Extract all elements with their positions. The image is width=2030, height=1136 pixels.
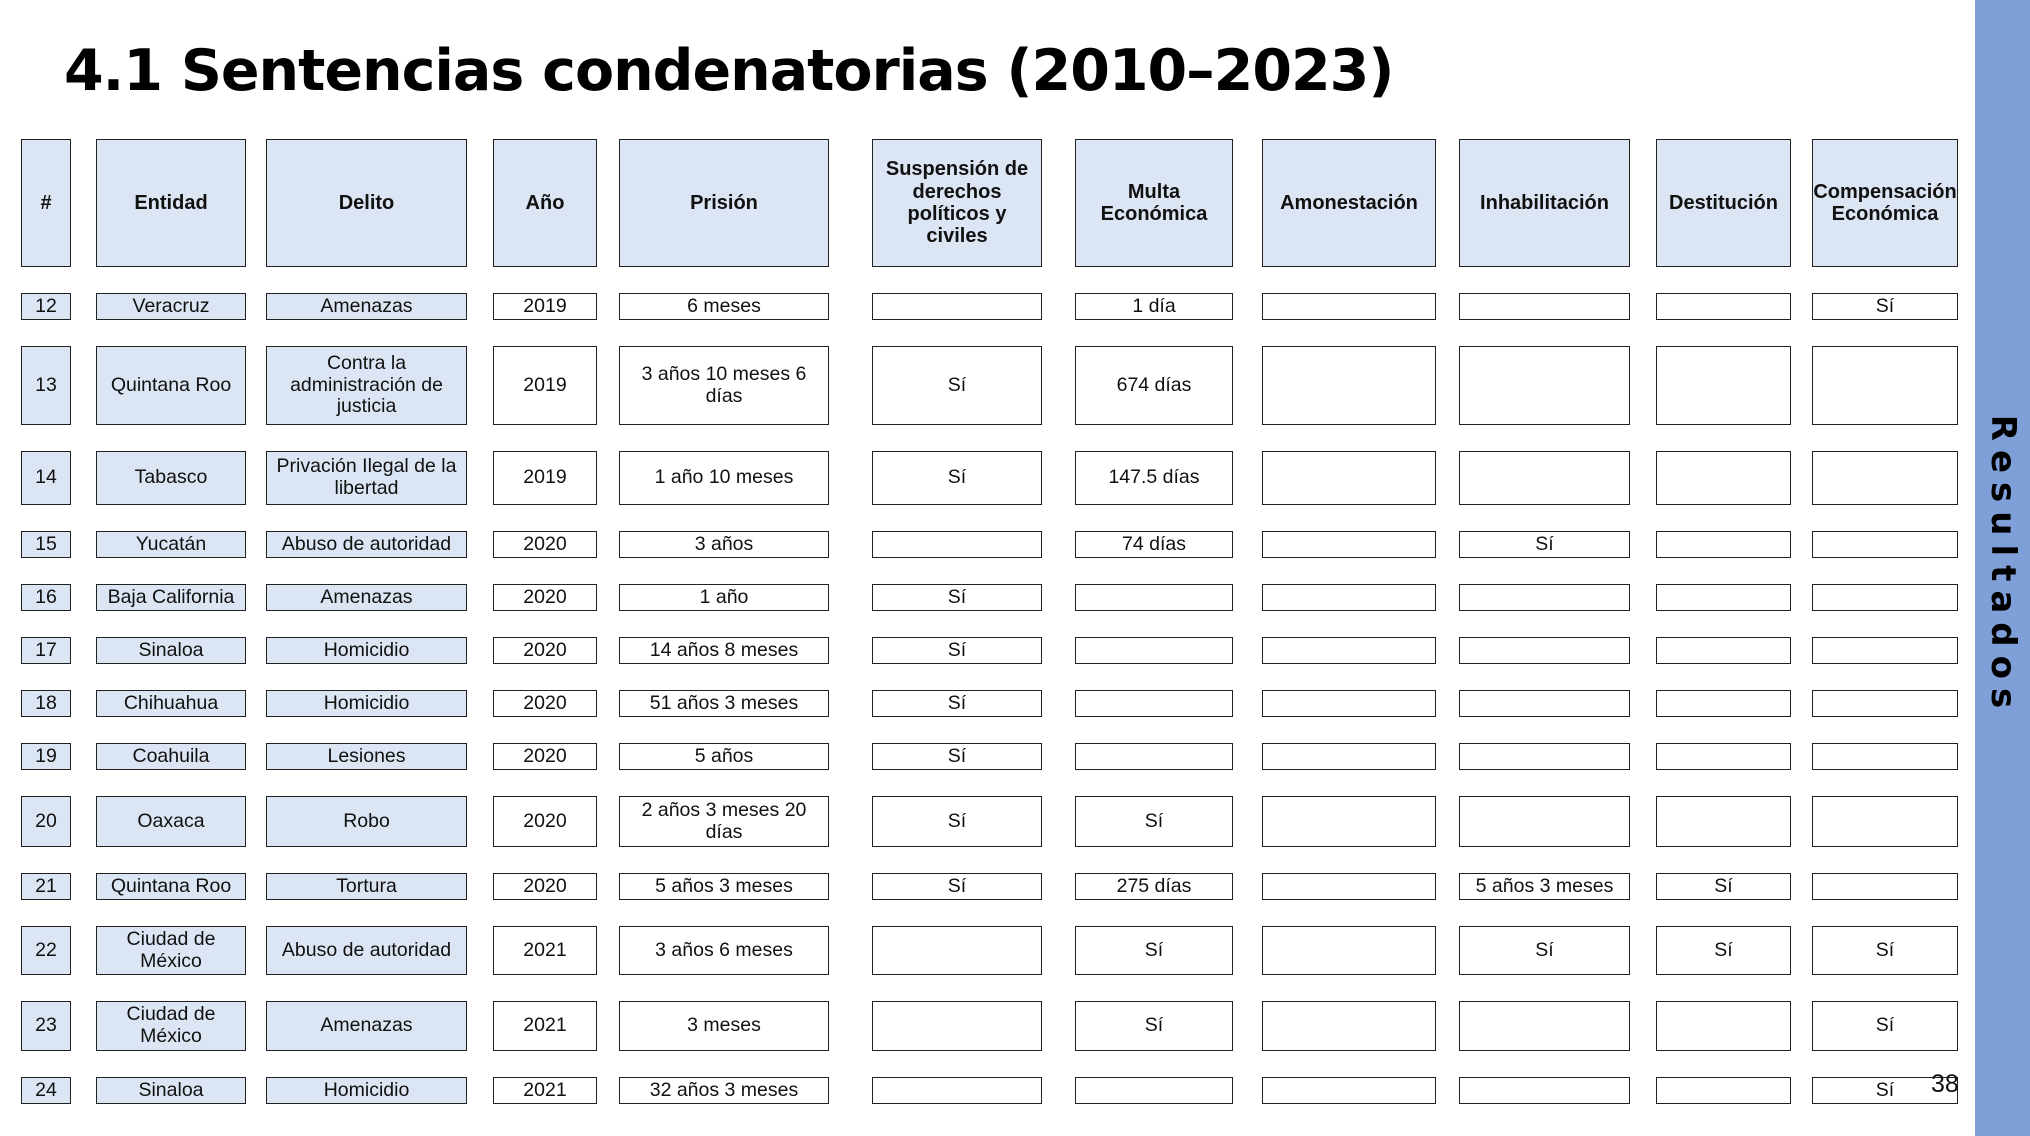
cell-delito: Homicidio bbox=[266, 690, 467, 717]
cell-delito: Amenazas bbox=[266, 584, 467, 611]
cell-inhabilitacion bbox=[1459, 690, 1630, 717]
cell-destitucion bbox=[1656, 293, 1791, 320]
header-compensacion-economica: Compensación Económica bbox=[1812, 139, 1958, 267]
cell-multa-economica: Sí bbox=[1075, 1001, 1233, 1051]
cell-inhabilitacion bbox=[1459, 346, 1630, 425]
cell-amonestacion bbox=[1262, 637, 1436, 664]
cell-suspension-de-derechos-politicos-y-civiles bbox=[872, 531, 1042, 558]
cell-inhabilitacion bbox=[1459, 1077, 1630, 1104]
header-destitucion: Destitución bbox=[1656, 139, 1791, 267]
cell-ano: 2020 bbox=[493, 690, 597, 717]
cell-entidad: Chihuahua bbox=[96, 690, 246, 717]
cell-destitucion bbox=[1656, 346, 1791, 425]
cell-compensacion-economica: Sí bbox=[1812, 1001, 1958, 1051]
cell-ano: 2021 bbox=[493, 1001, 597, 1051]
cell-multa-economica: 74 días bbox=[1075, 531, 1233, 558]
cell-amonestacion bbox=[1262, 293, 1436, 320]
header-multa-economica: Multa Económica bbox=[1075, 139, 1233, 267]
cell-suspension-de-derechos-politicos-y-civiles: Sí bbox=[872, 690, 1042, 717]
cell-delito: Tortura bbox=[266, 873, 467, 900]
cell-multa-economica: 674 días bbox=[1075, 346, 1233, 425]
cell-inhabilitacion: Sí bbox=[1459, 926, 1630, 975]
cell-destitucion bbox=[1656, 1077, 1791, 1104]
cell-inhabilitacion: Sí bbox=[1459, 531, 1630, 558]
cell-prision: 5 años bbox=[619, 743, 829, 770]
cell-multa-economica: Sí bbox=[1075, 926, 1233, 975]
cell-delito: Homicidio bbox=[266, 1077, 467, 1104]
cell-entidad: Coahuila bbox=[96, 743, 246, 770]
cell-destitucion bbox=[1656, 637, 1791, 664]
cell-id: 18 bbox=[21, 690, 71, 717]
cell-amonestacion bbox=[1262, 584, 1436, 611]
cell-inhabilitacion bbox=[1459, 584, 1630, 611]
cell-delito: Abuso de autoridad bbox=[266, 926, 467, 975]
cell-compensacion-economica: Sí bbox=[1812, 1077, 1958, 1104]
cell-compensacion-economica: Sí bbox=[1812, 926, 1958, 975]
cell-amonestacion bbox=[1262, 1001, 1436, 1051]
cell-prision: 1 año 10 meses bbox=[619, 451, 829, 505]
cell-delito: Privación Ilegal de la libertad bbox=[266, 451, 467, 505]
cell-id: 12 bbox=[21, 293, 71, 320]
cell-entidad: Quintana Roo bbox=[96, 873, 246, 900]
cell-multa-economica bbox=[1075, 1077, 1233, 1104]
cell-delito: Robo bbox=[266, 796, 467, 847]
cell-compensacion-economica bbox=[1812, 796, 1958, 847]
cell-id: 16 bbox=[21, 584, 71, 611]
cell-entidad: Quintana Roo bbox=[96, 346, 246, 425]
cell-compensacion-economica bbox=[1812, 346, 1958, 425]
cell-compensacion-economica bbox=[1812, 451, 1958, 505]
cell-suspension-de-derechos-politicos-y-civiles: Sí bbox=[872, 346, 1042, 425]
cell-suspension-de-derechos-politicos-y-civiles bbox=[872, 293, 1042, 320]
cell-inhabilitacion bbox=[1459, 743, 1630, 770]
cell-amonestacion bbox=[1262, 743, 1436, 770]
cell-destitucion: Sí bbox=[1656, 873, 1791, 900]
cell-ano: 2020 bbox=[493, 584, 597, 611]
cell-amonestacion bbox=[1262, 873, 1436, 900]
cell-destitucion bbox=[1656, 1001, 1791, 1051]
cell-suspension-de-derechos-politicos-y-civiles: Sí bbox=[872, 637, 1042, 664]
cell-prision: 14 años 8 meses bbox=[619, 637, 829, 664]
cell-inhabilitacion bbox=[1459, 293, 1630, 320]
cell-suspension-de-derechos-politicos-y-civiles bbox=[872, 926, 1042, 975]
cell-delito: Contra la administración de justicia bbox=[266, 346, 467, 425]
cell-prision: 5 años 3 meses bbox=[619, 873, 829, 900]
section-label: Resultados bbox=[1982, 414, 2023, 718]
cell-multa-economica bbox=[1075, 584, 1233, 611]
cell-destitucion bbox=[1656, 584, 1791, 611]
cell-compensacion-economica bbox=[1812, 531, 1958, 558]
cell-prision: 51 años 3 meses bbox=[619, 690, 829, 717]
cell-compensacion-economica bbox=[1812, 743, 1958, 770]
cell-ano: 2020 bbox=[493, 637, 597, 664]
header-prision: Prisión bbox=[619, 139, 829, 267]
cell-id: 17 bbox=[21, 637, 71, 664]
page-number: 38 bbox=[1931, 1070, 1959, 1098]
cell-entidad: Ciudad de México bbox=[96, 1001, 246, 1051]
cell-id: 22 bbox=[21, 926, 71, 975]
cell-delito: Amenazas bbox=[266, 293, 467, 320]
cell-entidad: Yucatán bbox=[96, 531, 246, 558]
header-amonestacion: Amonestación bbox=[1262, 139, 1436, 267]
cell-id: 13 bbox=[21, 346, 71, 425]
cell-suspension-de-derechos-politicos-y-civiles: Sí bbox=[872, 796, 1042, 847]
cell-compensacion-economica bbox=[1812, 690, 1958, 717]
cell-prision: 2 años 3 meses 20 días bbox=[619, 796, 829, 847]
cell-prision: 3 años 6 meses bbox=[619, 926, 829, 975]
page-title: 4.1 Sentencias condenatorias (2010–2023) bbox=[64, 38, 1394, 104]
cell-delito: Lesiones bbox=[266, 743, 467, 770]
cell-compensacion-economica bbox=[1812, 637, 1958, 664]
cell-compensacion-economica bbox=[1812, 584, 1958, 611]
header-entidad: Entidad bbox=[96, 139, 246, 267]
cell-multa-economica: 147.5 días bbox=[1075, 451, 1233, 505]
cell-suspension-de-derechos-politicos-y-civiles: Sí bbox=[872, 873, 1042, 900]
cell-amonestacion bbox=[1262, 1077, 1436, 1104]
cell-id: 19 bbox=[21, 743, 71, 770]
cell-id: 21 bbox=[21, 873, 71, 900]
cell-ano: 2021 bbox=[493, 1077, 597, 1104]
header-id: # bbox=[21, 139, 71, 267]
cell-prision: 32 años 3 meses bbox=[619, 1077, 829, 1104]
cell-ano: 2020 bbox=[493, 743, 597, 770]
cell-id: 24 bbox=[21, 1077, 71, 1104]
cell-entidad: Baja California bbox=[96, 584, 246, 611]
cell-multa-economica: Sí bbox=[1075, 796, 1233, 847]
cell-suspension-de-derechos-politicos-y-civiles bbox=[872, 1077, 1042, 1104]
cell-multa-economica: 275 días bbox=[1075, 873, 1233, 900]
cell-compensacion-economica: Sí bbox=[1812, 293, 1958, 320]
cell-entidad: Tabasco bbox=[96, 451, 246, 505]
cell-ano: 2020 bbox=[493, 531, 597, 558]
cell-multa-economica bbox=[1075, 690, 1233, 717]
cell-id: 23 bbox=[21, 1001, 71, 1051]
cell-ano: 2020 bbox=[493, 796, 597, 847]
cell-ano: 2019 bbox=[493, 293, 597, 320]
cell-destitucion bbox=[1656, 451, 1791, 505]
cell-inhabilitacion bbox=[1459, 1001, 1630, 1051]
cell-inhabilitacion bbox=[1459, 451, 1630, 505]
cell-entidad: Sinaloa bbox=[96, 1077, 246, 1104]
cell-amonestacion bbox=[1262, 796, 1436, 847]
cell-id: 14 bbox=[21, 451, 71, 505]
cell-suspension-de-derechos-politicos-y-civiles: Sí bbox=[872, 584, 1042, 611]
cell-destitucion: Sí bbox=[1656, 926, 1791, 975]
cell-prision: 1 año bbox=[619, 584, 829, 611]
cell-suspension-de-derechos-politicos-y-civiles: Sí bbox=[872, 451, 1042, 505]
cell-id: 20 bbox=[21, 796, 71, 847]
cell-prision: 3 años 10 meses 6 días bbox=[619, 346, 829, 425]
cell-destitucion bbox=[1656, 743, 1791, 770]
header-ano: Año bbox=[493, 139, 597, 267]
header-inhabilitacion: Inhabilitación bbox=[1459, 139, 1630, 267]
cell-id: 15 bbox=[21, 531, 71, 558]
cell-delito: Homicidio bbox=[266, 637, 467, 664]
header-delito: Delito bbox=[266, 139, 467, 267]
cell-entidad: Veracruz bbox=[96, 293, 246, 320]
cell-amonestacion bbox=[1262, 690, 1436, 717]
cell-ano: 2019 bbox=[493, 451, 597, 505]
cell-ano: 2019 bbox=[493, 346, 597, 425]
cell-inhabilitacion bbox=[1459, 637, 1630, 664]
cell-multa-economica: 1 día bbox=[1075, 293, 1233, 320]
cell-amonestacion bbox=[1262, 531, 1436, 558]
cell-compensacion-economica bbox=[1812, 873, 1958, 900]
cell-delito: Abuso de autoridad bbox=[266, 531, 467, 558]
cell-multa-economica bbox=[1075, 637, 1233, 664]
cell-entidad: Ciudad de México bbox=[96, 926, 246, 975]
cell-amonestacion bbox=[1262, 926, 1436, 975]
cell-suspension-de-derechos-politicos-y-civiles bbox=[872, 1001, 1042, 1051]
header-suspension-de-derechos-politicos-y-civiles: Suspensión de derechos políticos y civiles bbox=[872, 139, 1042, 267]
cell-multa-economica bbox=[1075, 743, 1233, 770]
cell-delito: Amenazas bbox=[266, 1001, 467, 1051]
cell-amonestacion bbox=[1262, 451, 1436, 505]
cell-destitucion bbox=[1656, 690, 1791, 717]
cell-entidad: Sinaloa bbox=[96, 637, 246, 664]
cell-destitucion bbox=[1656, 531, 1791, 558]
cell-prision: 6 meses bbox=[619, 293, 829, 320]
cell-prision: 3 años bbox=[619, 531, 829, 558]
cell-prision: 3 meses bbox=[619, 1001, 829, 1051]
cell-inhabilitacion: 5 años 3 meses bbox=[1459, 873, 1630, 900]
cell-inhabilitacion bbox=[1459, 796, 1630, 847]
cell-entidad: Oaxaca bbox=[96, 796, 246, 847]
cell-ano: 2021 bbox=[493, 926, 597, 975]
section-side-band bbox=[1975, 0, 2030, 1136]
cell-ano: 2020 bbox=[493, 873, 597, 900]
cell-destitucion bbox=[1656, 796, 1791, 847]
cell-suspension-de-derechos-politicos-y-civiles: Sí bbox=[872, 743, 1042, 770]
cell-amonestacion bbox=[1262, 346, 1436, 425]
